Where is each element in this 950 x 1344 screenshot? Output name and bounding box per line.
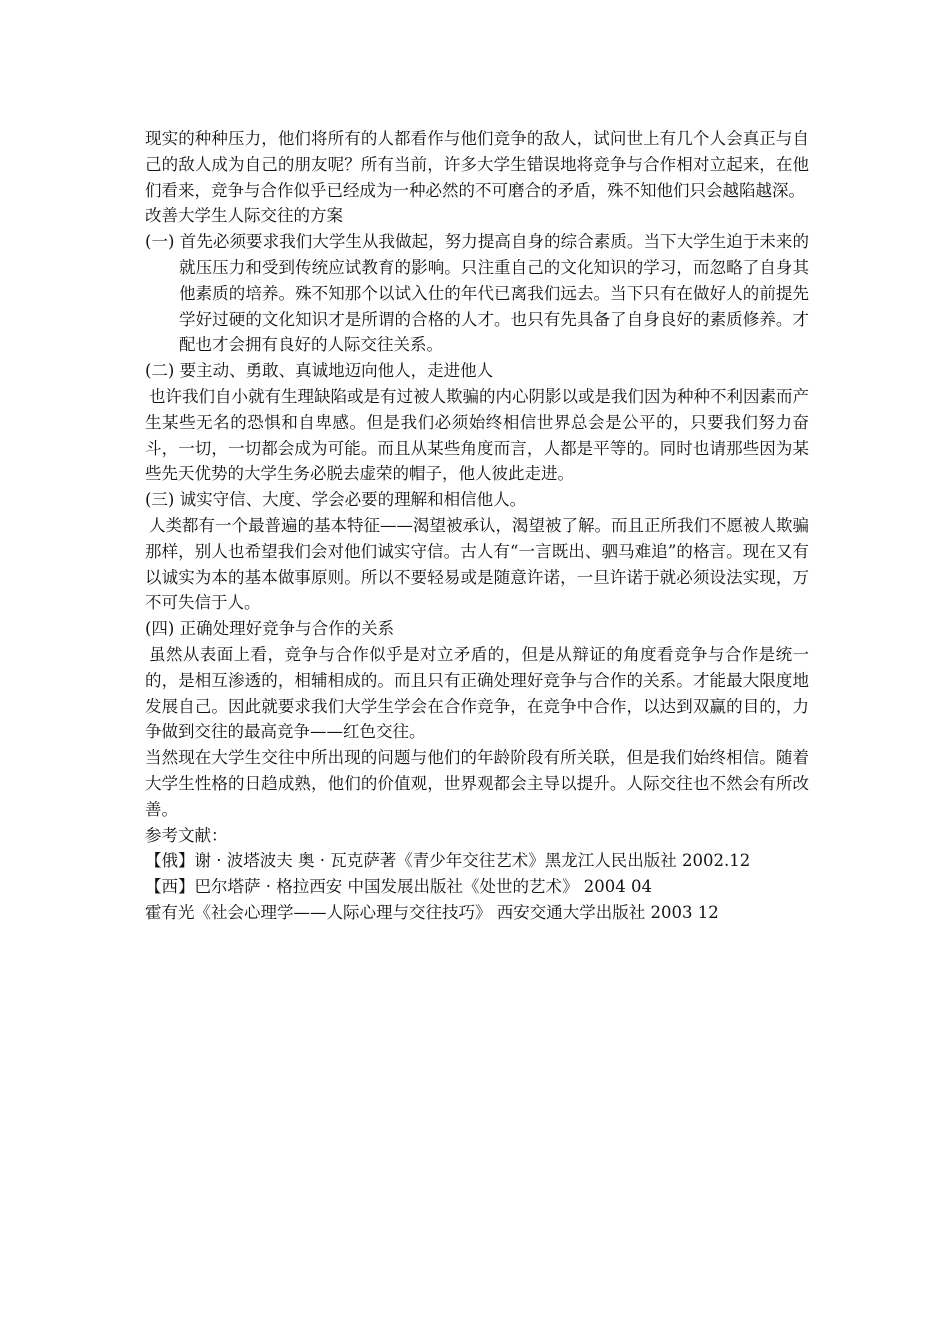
list-item-1: (一) 首先必须要求我们大学生从我做起，努力提高自身的综合素质。当下大学生迫于未来的就压压力和受到传统应试教育的影响。只注重自己的文化知识的学习，而忽略了自身其他素质的培养。殊不知那个以试入仕的年代已离我们远去。当下只有在做好人的前提先学好过硬的文化知识才是所谓的合格的人才。也只有先具备了自身良好的素质修养。才配也才会拥有良好的人际交往关系。 bbox=[145, 232, 809, 355]
list-item-2-body: 也许我们自小就有生理缺陷或是有过被人欺骗的内心阴影以或是我们因为种种不利因素而产生某些无名的恐惧和自卑感。但是我们必须始终相信世界总会是公平的，只要我们努力奋斗，一切，一切都会成为可能。而且从某些角度而言，人都是平等的。同时也请那些因为某些先天优势的大学生务必脱去虚荣的帽子，他人彼此走进。 bbox=[145, 386, 809, 484]
section-heading: 改善大学生人际交往的方案 bbox=[145, 206, 343, 226]
references-title: 参考文献： bbox=[145, 825, 228, 845]
list-item-3-title: (三) 诚实守信、大度、学会必要的理解和相信他人。 bbox=[145, 490, 527, 510]
list-item-3-body: 人类都有一个最普遍的基本特征——渴望被承认，渴望被了解。而且正所我们不愿被人欺骗那样，别人也希望我们会对他们诚实守信。古人有“一言既出、驷马难追”的格言。现在又有以诚实为本的基本做事原则。所以不要轻易或是随意许诺，一旦许诺于就必须设法实现，万不可失信于人。 bbox=[145, 515, 809, 613]
list-item-4-body: 虽然从表面上看，竞争与合作似乎是对立矛盾的，但是从辩证的角度看竞争与合作是统一的，是相互渗透的，相辅相成的。而且只有正确处理好竞争与合作的关系。才能最大限度地发展自己。因此就要求我们大学生学会在合作竞争，在竞争中合作，以达到双赢的目的，力争做到交往的最高竞争——红色交往。 bbox=[145, 644, 809, 742]
reference-item: 【俄】谢 · 波塔波夫 奥 · 瓦克萨著《青少年交往艺术》黑龙江人民出版社 2002.12 bbox=[145, 851, 751, 871]
reference-item: 【西】巴尔塔萨 · 格拉西安 中国发展出版社《处世的艺术》 2004 04 bbox=[145, 877, 652, 897]
intro-paragraph: 现实的种种压力，他们将所有的人都看作与他们竞争的敌人，试问世上有几个人会真正与自己的敌人成为自己的朋友呢？所有当前，许多大学生错误地将竞争与合作相对立起来，在他们看来，竞争与合作似乎已经成为一种必然的不可磨合的矛盾，殊不知他们只会越陷越深。 bbox=[145, 129, 809, 200]
list-item-2-title: (二) 要主动、勇敢、真诚地迈向他人，走进他人 bbox=[145, 361, 494, 381]
conclusion-paragraph: 当然现在大学生交往中所出现的问题与他们的年龄阶段有所关联，但是我们始终相信。随着大学生性格的日趋成熟，他们的价值观，世界观都会主导以提升。人际交往也不然会有所改善。 bbox=[145, 748, 809, 819]
document-page bbox=[145, 126, 809, 926]
reference-item: 霍有光《社会心理学——人际心理与交往技巧》 西安交通大学出版社 2003 12 bbox=[145, 902, 719, 922]
list-item-4-title: (四) 正确处理好竞争与合作的关系 bbox=[145, 619, 395, 639]
